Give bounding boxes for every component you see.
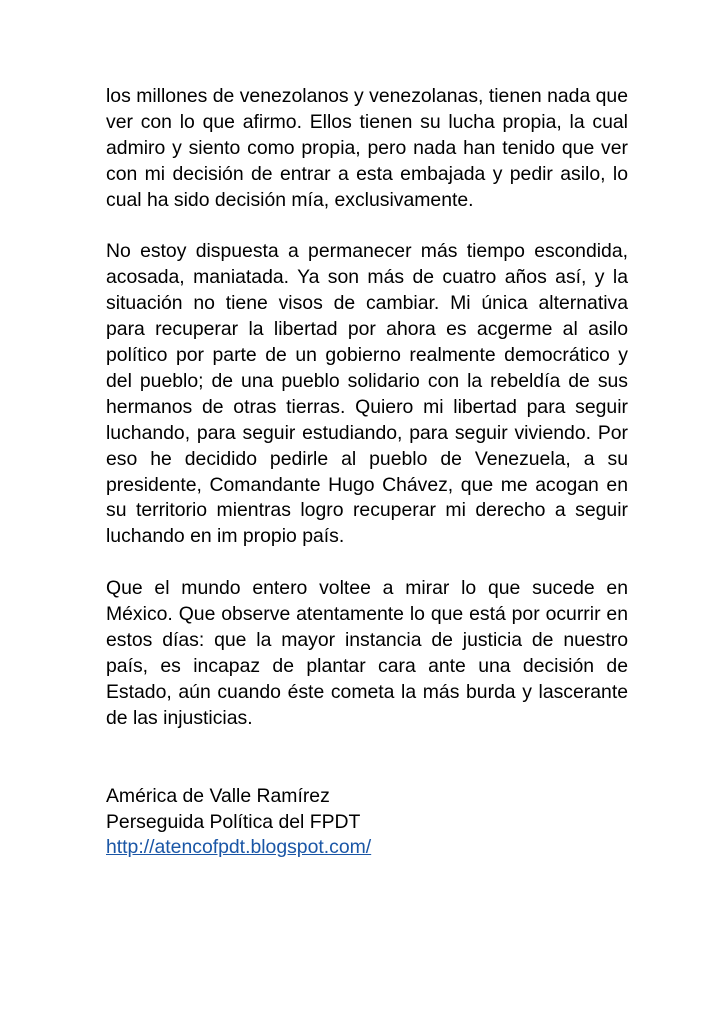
paragraph-2: No estoy dispuesta a permanecer más tiempo escondida, acosada, maniatada. Ya son más de cuatro años así, y la situación no tiene visos de cambiar. Mi única alternativa para recuperar la libertad por ahora es acgerme al asilo político por parte de un gobierno realmente democrático y del pueblo; de una pueblo solidario con la rebeldía de sus hermanos de otras tierras. Quiero mi libertad para seguir luchando, para seguir estudiando, para seguir viviendo. Por eso he decidido pedirle al pueblo de Venezuela, a su presidente, Comandante Hugo Chávez, que me acogan en su territorio mientras logro recuperar mi derecho a seguir luchando en im propio país.: [106, 240, 628, 548]
letter-page: [106, 84, 628, 861]
signature-name: América de Valle Ramírez: [106, 784, 330, 807]
signature-title: Perseguida Política del FPDT: [106, 810, 361, 833]
paragraph-3: Que el mundo entero voltee a mirar lo que sucede en México. Que observe atentamente lo que está por ocurrir en estos días: que la mayor instancia de justicia de nuestro país, es incapaz de plantar cara ante una decisión de Estado, aún cuando éste cometa la más burda y lascerante de las injusticias.: [106, 577, 628, 729]
paragraph-1: los millones de venezolanos y venezolanas, tienen nada que ver con lo que afirmo. Ellos tienen su lucha propia, la cual admiro y siento como propia, pero nada han tenido que ver con mi decisión de entrar a esta embajada y pedir asilo, lo cual ha sido decisión mía, exclusivamente.: [106, 85, 628, 211]
signature-block: [106, 784, 628, 862]
blog-link[interactable]: http://atencofpdt.blogspot.com/: [106, 836, 372, 859]
